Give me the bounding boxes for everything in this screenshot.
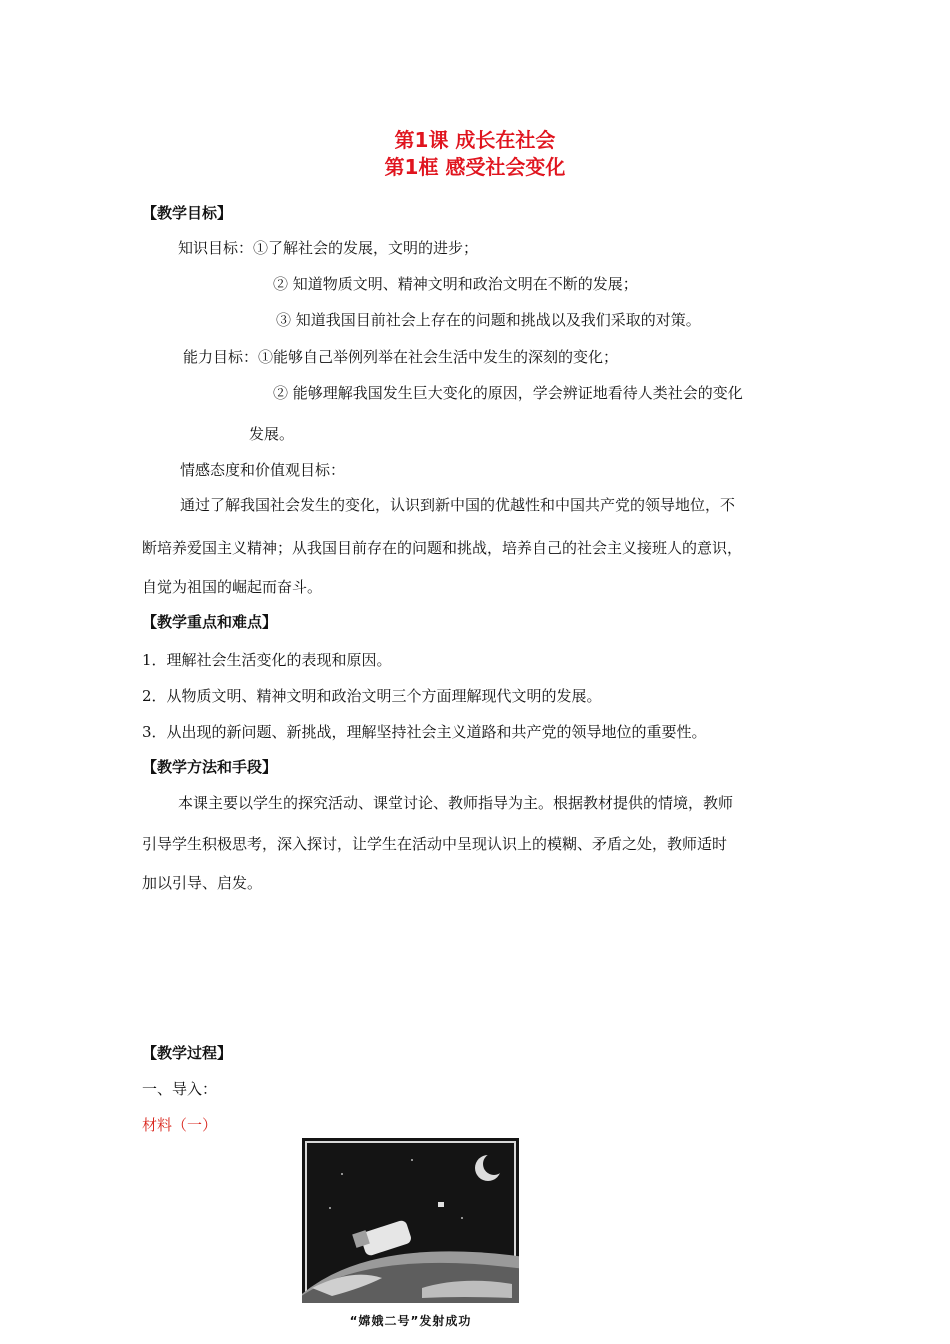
emotion-goal-line-2: 断培养爱国主义精神；从我国目前存在的问题和挑战，培养自己的社会主义接班人的意识， — [142, 539, 743, 557]
process-heading: 【教学过程】 — [142, 1044, 233, 1062]
knowledge-goal-2: ② 知道物质文明、精神文明和政治文明在不断的发展； — [273, 275, 638, 293]
methods-heading: 【教学方法和手段】 — [142, 758, 278, 776]
ability-goal-2: ② 能够理解我国发生巨大变化的原因，学会辨证地看待人类社会的变化 — [273, 384, 743, 402]
intro-label: 一、导入： — [142, 1080, 218, 1098]
methods-line-3: 加以引导、启发。 — [142, 874, 263, 892]
emotion-goal-label: 情感态度和价值观目标： — [180, 461, 346, 479]
emotion-goal-line-1: 通过了解我国社会发生的变化，认识到新中国的优越性和中国共产党的领导地位，不 — [180, 496, 736, 514]
key-points-heading: 【教学重点和难点】 — [142, 613, 278, 631]
material-label: 材料（一） — [142, 1116, 218, 1134]
launch-photo — [302, 1138, 519, 1303]
methods-line-2: 引导学生积极思考，深入探讨，让学生在活动中呈现认识上的模糊、矛盾之处，教师适时 — [142, 835, 728, 853]
knowledge-goal-3: ③ 知道我国目前社会上存在的问题和挑战以及我们采取的对策。 — [276, 311, 701, 329]
ability-goal-1: 能力目标：①能够自己举例列举在社会生活中发生的深刻的变化； — [183, 348, 619, 366]
section-title: 第1框 感受社会变化 — [384, 155, 566, 179]
lesson-title: 第1课 成长在社会 — [394, 128, 556, 152]
knowledge-goal-1: 知识目标：①了解社会的发展，文明的进步； — [178, 239, 479, 257]
goals-heading: 【教学目标】 — [142, 204, 233, 222]
key-point-3: 3．从出现的新问题、新挑战，理解坚持社会主义道路和共产党的领导地位的重要性。 — [142, 723, 707, 741]
ability-goal-2-cont: 发展。 — [249, 425, 295, 443]
methods-line-1: 本课主要以学生的探究活动、课堂讨论、教师指导为主。根据教材提供的情境，教师 — [178, 794, 734, 812]
emotion-goal-line-3: 自觉为祖国的崛起而奋斗。 — [142, 578, 323, 596]
photo-caption: “嫦娥二号”发射成功 — [349, 1314, 472, 1328]
key-point-2: 2．从物质文明、精神文明和政治文明三个方面理解现代文明的发展。 — [142, 687, 602, 705]
key-point-1: 1．理解社会生活变化的表现和原因。 — [142, 651, 392, 669]
launch-photo-art — [302, 1138, 519, 1303]
